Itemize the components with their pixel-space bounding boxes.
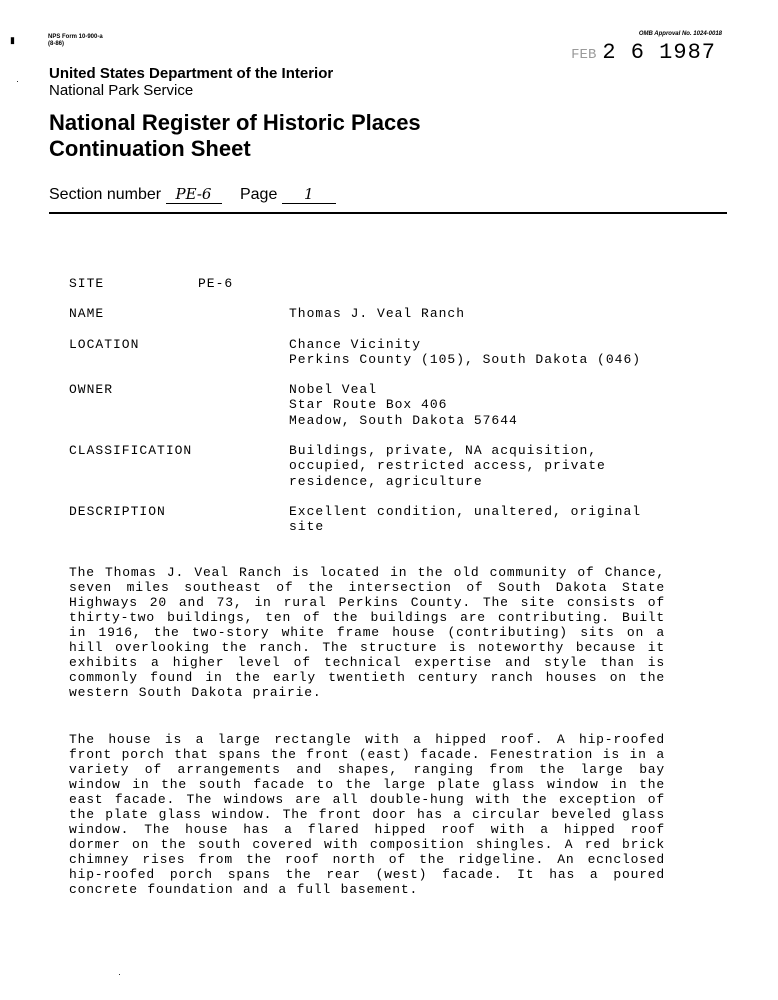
form-number: NPS Form 10-900-a xyxy=(48,34,103,40)
field-label-location: LOCATION xyxy=(69,337,140,352)
omb-approval: OMB Approval No. 1024-0018 xyxy=(638,31,722,37)
scan-mark: · xyxy=(16,76,19,86)
field-label-description: DESCRIPTION xyxy=(69,504,166,519)
form-date: (8-86) xyxy=(48,41,65,47)
description-paragraph: The Thomas J. Veal Ranch is located in the old community of Chance, seven miles southeast of the intersection of South Dakota State Highways 20 and 73, in rural Perkins County. The site consists of thirty-two buildings, ten of the buildings are contributing. Built in 1916, the two-story white frame house (contributing) sits on a hill overlooking the ranch. The structure is noteworthy because it exhibits a higher level of technical expertise and style than is commonly found in the early twentieth century ranch houses on the western South Dakota prairie. xyxy=(69,565,665,700)
page-number-value: 1 xyxy=(282,185,336,204)
description-paragraph: The house is a large rectangle with a hipped roof. A hip-roofed front porch that spans the front (east) facade. Fenestration is in a variety of arrangements and shapes, ranging from the large bay window in the south facade to the large plate glass window in the east facade. The windows are all double-hung with the exception of the plate glass window. The front door has a circular beveled glass window. The house has a flared hipped roof with a hipped roof dormer on the south covered with composition shingles. A red brick chimney rises from the roof north of the ridgeline. An ecnclosed hip-roofed porch spans the rear (west) facade. It has a poured concrete foundation and a full basement. xyxy=(69,732,665,897)
department-name: United States Department of the Interior xyxy=(49,65,334,82)
field-label-site: SITE xyxy=(69,276,105,291)
field-value-classification: Buildings, private, NA acquisition, occupied, restricted access, private residence, agriculture xyxy=(289,443,606,489)
field-value-description: Excellent condition, unaltered, original site xyxy=(289,504,642,535)
field-label-owner: OWNER xyxy=(69,382,114,397)
page-label: Page xyxy=(239,186,278,203)
section-line xyxy=(49,185,336,204)
field-label-classification: CLASSIFICATION xyxy=(69,443,193,458)
form-number-block xyxy=(48,34,103,48)
agency-name: National Park Service xyxy=(49,82,194,99)
field-value-location: Chance Vicinity Perkins County (105), South Dakota (046) xyxy=(289,337,642,368)
scan-mark: ▮ xyxy=(10,35,15,45)
section-number-value: PE-6 xyxy=(166,185,222,204)
section-number-label: Section number xyxy=(49,186,162,203)
field-label-name: NAME xyxy=(69,306,105,321)
field-value-site: PE-6 xyxy=(198,276,234,291)
scan-mark: · xyxy=(118,969,121,979)
field-value-owner: Nobel Veal Star Route Box 406 Meadow, South Dakota 57644 xyxy=(289,382,518,428)
field-value-name: Thomas J. Veal Ranch xyxy=(289,306,466,321)
received-stamp-date: 2 6 1987 xyxy=(602,40,716,65)
received-stamp-prefix: FEB xyxy=(571,47,597,63)
document-title: National Register of Historic Places xyxy=(49,110,421,135)
header-divider xyxy=(49,212,727,214)
document-subtitle: Continuation Sheet xyxy=(49,136,251,161)
received-stamp xyxy=(571,40,716,65)
